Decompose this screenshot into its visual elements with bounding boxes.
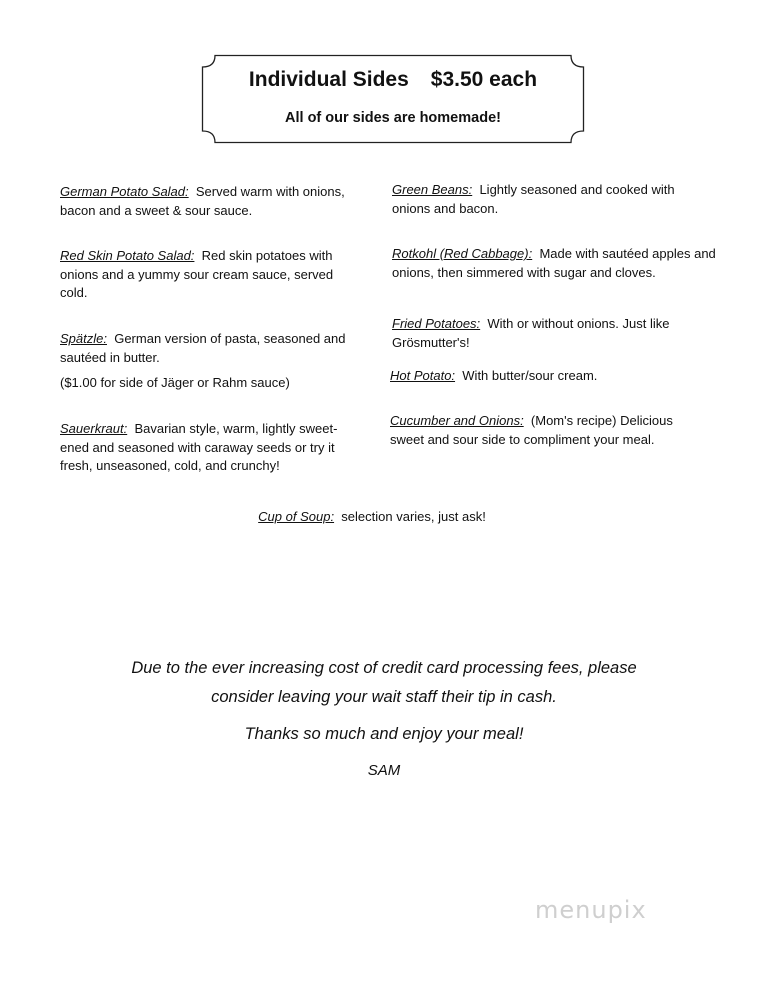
menu-item-fried-potatoes: [392, 315, 712, 352]
header-title-row: [201, 68, 585, 92]
item-description: With butter/sour cream.: [462, 368, 598, 383]
item-name: Green Beans:: [392, 182, 473, 197]
item-name: Cucumber and Onions:: [390, 413, 524, 428]
footer-thanks: Thanks so much and enjoy your meal!: [244, 725, 524, 743]
menu-item-cup-of-soup: [0, 508, 744, 527]
item-name: Hot Potato:: [390, 368, 456, 383]
item-description: German version of pasta, seasoned and sautéed in butter.: [60, 331, 346, 365]
item-name: Red Skin Potato Salad:: [60, 248, 195, 263]
item-description: Bavarian style, warm, lightly sweet-ened and seasoned with caraway seeds or try it fresh, unseasoned, cold, and crunchy!: [60, 421, 338, 473]
header-title: Individual Sides: [248, 68, 409, 91]
footer-message-line-2: consider leaving your wait staff their tip in cash.: [211, 688, 557, 706]
menu-item-sauerkraut: [60, 420, 360, 476]
menu-item-cucumber-and-onions: [390, 412, 700, 449]
item-description: selection varies, just ask!: [341, 509, 486, 524]
footer-message-line-1: Due to the ever increasing cost of credit card processing fees, please: [131, 659, 637, 677]
item-description: Served warm with onions, bacon and a sweet & sour sauce.: [60, 184, 345, 218]
menu-item-green-beans: [392, 181, 702, 218]
spaetzle-sauce-note: ($1.00 for side of Jäger or Rahm sauce): [60, 375, 290, 390]
header-box: [201, 54, 585, 144]
item-name: Fried Potatoes:: [392, 316, 481, 331]
item-description: Red skin potatoes with onions and a yummy sour cream sauce, served cold.: [60, 248, 334, 300]
item-description: Made with sautéed apples and onions, then simmered with sugar and cloves.: [392, 246, 716, 280]
footer-signature: SAM: [367, 762, 401, 779]
header-subtitle: All of our sides are homemade!: [285, 110, 501, 126]
item-description: (Mom's recipe) Delicious sweet and sour side to compliment your meal.: [390, 413, 673, 447]
item-description: With or without onions. Just like Grösmutter's!: [392, 316, 670, 350]
menu-item-rotkohl: [392, 245, 722, 282]
item-name: Sauerkraut:: [60, 421, 128, 436]
item-name: Cup of Soup:: [258, 509, 335, 524]
menu-item-red-skin-potato-salad: [60, 247, 360, 303]
menu-item-hot-potato: [390, 367, 710, 386]
menu-item-spaetzle: [60, 330, 365, 367]
header-price: $3.50 each: [430, 68, 538, 91]
menu-item-german-potato-salad: [60, 183, 372, 220]
watermark-logo: menupix: [535, 896, 647, 924]
item-description: Lightly seasoned and cooked with onions and bacon.: [392, 182, 675, 216]
item-name: German Potato Salad:: [60, 184, 189, 199]
item-name: Spätzle:: [60, 331, 107, 346]
item-name: Rotkohl (Red Cabbage):: [392, 246, 533, 261]
